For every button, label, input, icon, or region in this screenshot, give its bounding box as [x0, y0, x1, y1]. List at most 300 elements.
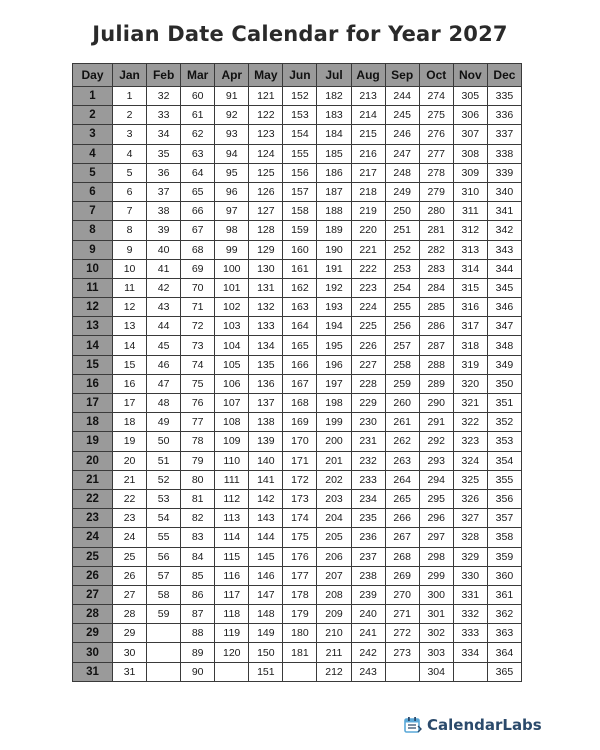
day-number: 11 [73, 278, 113, 297]
julian-date-cell: 255 [385, 298, 419, 317]
julian-date-cell: 2 [113, 106, 147, 125]
column-header-aug: Aug [351, 64, 385, 87]
julian-date-cell: 19 [113, 432, 147, 451]
julian-date-cell: 161 [283, 259, 317, 278]
julian-date-cell: 300 [419, 585, 453, 604]
julian-date-cell: 83 [181, 528, 215, 547]
julian-date-cell: 360 [487, 566, 521, 585]
table-row [73, 355, 522, 374]
julian-date-cell: 135 [249, 355, 283, 374]
table-row [73, 259, 522, 278]
julian-date-cell: 299 [419, 566, 453, 585]
julian-date-cell: 224 [351, 298, 385, 317]
julian-date-cell: 335 [487, 87, 521, 106]
julian-date-cell: 196 [317, 355, 351, 374]
julian-date-cell: 344 [487, 259, 521, 278]
julian-date-cell: 316 [453, 298, 487, 317]
julian-date-cell: 81 [181, 489, 215, 508]
julian-date-cell: 309 [453, 163, 487, 182]
julian-date-cell: 25 [113, 547, 147, 566]
julian-date-cell: 109 [215, 432, 249, 451]
julian-date-cell: 201 [317, 451, 351, 470]
day-number: 19 [73, 432, 113, 451]
julian-date-cell: 212 [317, 662, 351, 681]
julian-date-cell: 232 [351, 451, 385, 470]
julian-date-cell: 169 [283, 413, 317, 432]
julian-date-cell: 4 [113, 144, 147, 163]
julian-date-cell: 223 [351, 278, 385, 297]
column-header-feb: Feb [147, 64, 181, 87]
julian-date-cell: 15 [113, 355, 147, 374]
julian-date-cell: 68 [181, 240, 215, 259]
julian-date-cell: 59 [147, 605, 181, 624]
julian-date-cell: 242 [351, 643, 385, 662]
julian-date-cell: 236 [351, 528, 385, 547]
julian-date-cell: 178 [283, 585, 317, 604]
julian-date-cell: 195 [317, 336, 351, 355]
julian-date-cell: 193 [317, 298, 351, 317]
julian-date-cell: 121 [249, 87, 283, 106]
julian-date-cell: 211 [317, 643, 351, 662]
julian-date-cell: 246 [385, 125, 419, 144]
julian-date-cell: 266 [385, 509, 419, 528]
julian-date-cell: 319 [453, 355, 487, 374]
julian-date-cell: 132 [249, 298, 283, 317]
julian-date-cell: 3 [113, 125, 147, 144]
julian-date-cell: 277 [419, 144, 453, 163]
julian-date-cell: 148 [249, 605, 283, 624]
julian-date-cell: 17 [113, 394, 147, 413]
julian-date-cell: 308 [453, 144, 487, 163]
julian-date-table [72, 63, 522, 682]
table-row [73, 182, 522, 201]
julian-date-cell: 49 [147, 413, 181, 432]
julian-date-cell: 279 [419, 182, 453, 201]
julian-date-cell: 310 [453, 182, 487, 201]
julian-date-cell: 256 [385, 317, 419, 336]
julian-date-cell: 158 [283, 202, 317, 221]
julian-date-cell: 302 [419, 624, 453, 643]
julian-date-cell: 362 [487, 605, 521, 624]
julian-date-cell: 85 [181, 566, 215, 585]
julian-date-cell: 276 [419, 125, 453, 144]
brand-logo [404, 713, 542, 737]
julian-date-cell: 174 [283, 509, 317, 528]
julian-date-cell: 359 [487, 547, 521, 566]
julian-date-cell: 7 [113, 202, 147, 221]
julian-date-cell: 357 [487, 509, 521, 528]
julian-date-cell: 170 [283, 432, 317, 451]
julian-date-cell: 29 [113, 624, 147, 643]
julian-date-cell: 331 [453, 585, 487, 604]
julian-date-cell: 252 [385, 240, 419, 259]
julian-date-cell: 258 [385, 355, 419, 374]
julian-date-cell: 36 [147, 163, 181, 182]
julian-date-cell: 8 [113, 221, 147, 240]
julian-date-cell: 67 [181, 221, 215, 240]
julian-date-cell: 181 [283, 643, 317, 662]
table-row [73, 144, 522, 163]
julian-date-cell: 298 [419, 547, 453, 566]
julian-date-cell: 100 [215, 259, 249, 278]
julian-date-cell: 114 [215, 528, 249, 547]
julian-date-cell: 82 [181, 509, 215, 528]
julian-date-cell: 233 [351, 470, 385, 489]
julian-date-cell: 214 [351, 106, 385, 125]
julian-date-cell: 88 [181, 624, 215, 643]
julian-date-cell: 293 [419, 451, 453, 470]
header-row [73, 64, 522, 87]
julian-date-cell: 46 [147, 355, 181, 374]
julian-date-cell: 352 [487, 413, 521, 432]
julian-date-cell: 50 [147, 432, 181, 451]
julian-date-cell: 267 [385, 528, 419, 547]
julian-date-cell: 91 [215, 87, 249, 106]
julian-date-cell: 292 [419, 432, 453, 451]
brand-name: CalendarLabs [427, 716, 542, 734]
day-number: 29 [73, 624, 113, 643]
julian-date-cell: 52 [147, 470, 181, 489]
julian-date-cell: 127 [249, 202, 283, 221]
julian-date-cell: 61 [181, 106, 215, 125]
julian-date-cell: 166 [283, 355, 317, 374]
day-number: 7 [73, 202, 113, 221]
julian-date-cell: 74 [181, 355, 215, 374]
julian-date-cell: 34 [147, 125, 181, 144]
julian-date-cell: 301 [419, 605, 453, 624]
julian-date-cell: 296 [419, 509, 453, 528]
column-header-jun: Jun [283, 64, 317, 87]
julian-date-cell: 185 [317, 144, 351, 163]
julian-date-cell: 60 [181, 87, 215, 106]
julian-date-cell: 227 [351, 355, 385, 374]
julian-date-cell: 140 [249, 451, 283, 470]
julian-date-cell: 320 [453, 374, 487, 393]
day-number: 5 [73, 163, 113, 182]
julian-date-cell: 86 [181, 585, 215, 604]
day-number: 27 [73, 585, 113, 604]
julian-date-cell: 125 [249, 163, 283, 182]
julian-date-cell: 122 [249, 106, 283, 125]
julian-date-cell: 155 [283, 144, 317, 163]
julian-date-cell: 311 [453, 202, 487, 221]
julian-date-cell: 51 [147, 451, 181, 470]
julian-date-cell: 72 [181, 317, 215, 336]
column-header-sep: Sep [385, 64, 419, 87]
julian-date-cell: 130 [249, 259, 283, 278]
julian-date-cell: 303 [419, 643, 453, 662]
table-row [73, 317, 522, 336]
julian-date-cell: 101 [215, 278, 249, 297]
julian-date-cell: 285 [419, 298, 453, 317]
day-number: 30 [73, 643, 113, 662]
julian-date-cell: 133 [249, 317, 283, 336]
table-row [73, 528, 522, 547]
julian-date-cell: 324 [453, 451, 487, 470]
julian-date-cell: 259 [385, 374, 419, 393]
julian-date-cell: 24 [113, 528, 147, 547]
julian-date-cell: 47 [147, 374, 181, 393]
julian-date-cell: 123 [249, 125, 283, 144]
julian-date-cell: 84 [181, 547, 215, 566]
julian-date-cell: 307 [453, 125, 487, 144]
julian-date-cell [147, 662, 181, 681]
julian-date-cell: 206 [317, 547, 351, 566]
julian-date-cell: 124 [249, 144, 283, 163]
julian-date-cell: 44 [147, 317, 181, 336]
column-header-oct: Oct [419, 64, 453, 87]
julian-date-cell: 41 [147, 259, 181, 278]
julian-date-cell: 221 [351, 240, 385, 259]
day-number: 13 [73, 317, 113, 336]
julian-date-cell: 283 [419, 259, 453, 278]
column-header-dec: Dec [487, 64, 521, 87]
julian-date-cell: 240 [351, 605, 385, 624]
julian-date-cell: 187 [317, 182, 351, 201]
julian-date-cell: 321 [453, 394, 487, 413]
julian-date-cell: 141 [249, 470, 283, 489]
table-row [73, 394, 522, 413]
julian-date-cell: 295 [419, 489, 453, 508]
julian-date-cell [215, 662, 249, 681]
julian-date-cell: 53 [147, 489, 181, 508]
julian-date-cell: 248 [385, 163, 419, 182]
julian-date-cell: 136 [249, 374, 283, 393]
julian-date-cell: 216 [351, 144, 385, 163]
julian-date-cell: 171 [283, 451, 317, 470]
table-row [73, 566, 522, 585]
julian-date-cell: 280 [419, 202, 453, 221]
table-row [73, 624, 522, 643]
table-body [73, 87, 522, 682]
table-row [73, 221, 522, 240]
julian-date-cell: 263 [385, 451, 419, 470]
julian-date-cell: 96 [215, 182, 249, 201]
julian-date-cell: 198 [317, 394, 351, 413]
julian-date-cell: 154 [283, 125, 317, 144]
table-row [73, 163, 522, 182]
julian-date-cell: 361 [487, 585, 521, 604]
julian-date-cell: 208 [317, 585, 351, 604]
julian-date-cell: 107 [215, 394, 249, 413]
julian-date-cell: 6 [113, 182, 147, 201]
julian-date-cell: 92 [215, 106, 249, 125]
julian-date-cell: 37 [147, 182, 181, 201]
day-number: 22 [73, 489, 113, 508]
julian-date-cell [147, 624, 181, 643]
julian-date-cell: 341 [487, 202, 521, 221]
julian-date-cell: 305 [453, 87, 487, 106]
julian-date-cell: 79 [181, 451, 215, 470]
julian-date-cell: 342 [487, 221, 521, 240]
julian-date-cell: 62 [181, 125, 215, 144]
julian-date-cell: 291 [419, 413, 453, 432]
julian-date-cell: 358 [487, 528, 521, 547]
julian-date-cell: 12 [113, 298, 147, 317]
julian-date-cell: 105 [215, 355, 249, 374]
julian-date-cell: 98 [215, 221, 249, 240]
day-number: 20 [73, 451, 113, 470]
julian-date-cell: 314 [453, 259, 487, 278]
julian-date-cell: 218 [351, 182, 385, 201]
julian-date-cell: 243 [351, 662, 385, 681]
day-number: 2 [73, 106, 113, 125]
julian-date-cell: 22 [113, 489, 147, 508]
julian-date-cell: 131 [249, 278, 283, 297]
julian-date-cell: 269 [385, 566, 419, 585]
julian-date-cell: 278 [419, 163, 453, 182]
table-row [73, 87, 522, 106]
day-number: 10 [73, 259, 113, 278]
julian-date-cell: 180 [283, 624, 317, 643]
julian-date-cell: 163 [283, 298, 317, 317]
julian-date-cell: 69 [181, 259, 215, 278]
day-number: 3 [73, 125, 113, 144]
julian-date-cell: 349 [487, 355, 521, 374]
julian-date-cell: 23 [113, 509, 147, 528]
julian-date-cell: 106 [215, 374, 249, 393]
julian-date-cell: 238 [351, 566, 385, 585]
julian-date-cell: 226 [351, 336, 385, 355]
julian-date-cell: 78 [181, 432, 215, 451]
julian-date-cell: 172 [283, 470, 317, 489]
julian-date-cell: 191 [317, 259, 351, 278]
julian-date-cell: 56 [147, 547, 181, 566]
julian-date-cell: 281 [419, 221, 453, 240]
julian-date-cell: 275 [419, 106, 453, 125]
julian-date-cell: 229 [351, 394, 385, 413]
julian-date-cell: 168 [283, 394, 317, 413]
julian-date-cell: 30 [113, 643, 147, 662]
julian-date-cell: 48 [147, 394, 181, 413]
julian-date-cell: 57 [147, 566, 181, 585]
julian-date-cell: 330 [453, 566, 487, 585]
julian-date-cell: 143 [249, 509, 283, 528]
julian-date-cell: 39 [147, 221, 181, 240]
table-row [73, 240, 522, 259]
table-row [73, 278, 522, 297]
calendar-icon [404, 716, 422, 734]
day-number: 26 [73, 566, 113, 585]
julian-date-cell: 104 [215, 336, 249, 355]
julian-date-cell: 126 [249, 182, 283, 201]
julian-date-cell: 73 [181, 336, 215, 355]
julian-date-cell: 363 [487, 624, 521, 643]
julian-date-cell: 234 [351, 489, 385, 508]
julian-date-cell: 317 [453, 317, 487, 336]
julian-date-cell: 87 [181, 605, 215, 624]
julian-date-cell: 38 [147, 202, 181, 221]
julian-date-cell: 204 [317, 509, 351, 528]
julian-date-cell: 110 [215, 451, 249, 470]
table-row [73, 298, 522, 317]
julian-date-cell: 202 [317, 470, 351, 489]
julian-date-cell: 111 [215, 470, 249, 489]
julian-date-cell: 31 [113, 662, 147, 681]
table-row [73, 489, 522, 508]
julian-date-cell: 288 [419, 355, 453, 374]
julian-date-cell: 338 [487, 144, 521, 163]
julian-date-cell: 159 [283, 221, 317, 240]
julian-date-cell: 160 [283, 240, 317, 259]
julian-date-cell: 18 [113, 413, 147, 432]
column-header-jan: Jan [113, 64, 147, 87]
julian-date-cell: 250 [385, 202, 419, 221]
julian-date-cell: 364 [487, 643, 521, 662]
table-row [73, 125, 522, 144]
julian-date-cell: 112 [215, 489, 249, 508]
julian-date-cell: 152 [283, 87, 317, 106]
julian-date-cell: 129 [249, 240, 283, 259]
julian-date-cell: 294 [419, 470, 453, 489]
julian-date-cell: 254 [385, 278, 419, 297]
julian-date-cell: 28 [113, 605, 147, 624]
julian-date-cell: 365 [487, 662, 521, 681]
julian-date-cell: 142 [249, 489, 283, 508]
julian-date-cell: 9 [113, 240, 147, 259]
julian-date-cell: 115 [215, 547, 249, 566]
table-row [73, 547, 522, 566]
julian-date-cell: 20 [113, 451, 147, 470]
table-row [73, 643, 522, 662]
column-header-day: Day [73, 64, 113, 87]
julian-date-cell: 197 [317, 374, 351, 393]
julian-date-cell: 260 [385, 394, 419, 413]
julian-date-cell: 145 [249, 547, 283, 566]
day-number: 31 [73, 662, 113, 681]
julian-date-cell: 348 [487, 336, 521, 355]
table-row [73, 662, 522, 681]
julian-date-cell: 328 [453, 528, 487, 547]
julian-date-cell: 151 [249, 662, 283, 681]
table-row [73, 470, 522, 489]
julian-date-cell: 241 [351, 624, 385, 643]
julian-date-cell: 353 [487, 432, 521, 451]
julian-date-cell: 284 [419, 278, 453, 297]
julian-date-cell: 75 [181, 374, 215, 393]
julian-date-cell: 150 [249, 643, 283, 662]
julian-date-cell: 65 [181, 182, 215, 201]
julian-date-cell: 273 [385, 643, 419, 662]
julian-date-cell: 244 [385, 87, 419, 106]
julian-date-cell: 286 [419, 317, 453, 336]
julian-date-cell: 10 [113, 259, 147, 278]
julian-date-cell: 108 [215, 413, 249, 432]
day-number: 17 [73, 394, 113, 413]
julian-date-cell: 304 [419, 662, 453, 681]
julian-date-cell: 186 [317, 163, 351, 182]
julian-date-cell: 203 [317, 489, 351, 508]
julian-date-cell: 89 [181, 643, 215, 662]
julian-date-cell [453, 662, 487, 681]
julian-date-cell: 245 [385, 106, 419, 125]
table-row [73, 336, 522, 355]
julian-date-cell: 13 [113, 317, 147, 336]
julian-date-cell: 54 [147, 509, 181, 528]
julian-date-cell: 306 [453, 106, 487, 125]
julian-date-cell [385, 662, 419, 681]
day-number: 1 [73, 87, 113, 106]
julian-date-cell: 207 [317, 566, 351, 585]
julian-date-cell: 262 [385, 432, 419, 451]
julian-date-cell: 128 [249, 221, 283, 240]
table-row [73, 413, 522, 432]
julian-date-cell: 55 [147, 528, 181, 547]
julian-date-cell: 16 [113, 374, 147, 393]
julian-date-cell: 182 [317, 87, 351, 106]
table-row [73, 374, 522, 393]
julian-date-cell: 265 [385, 489, 419, 508]
